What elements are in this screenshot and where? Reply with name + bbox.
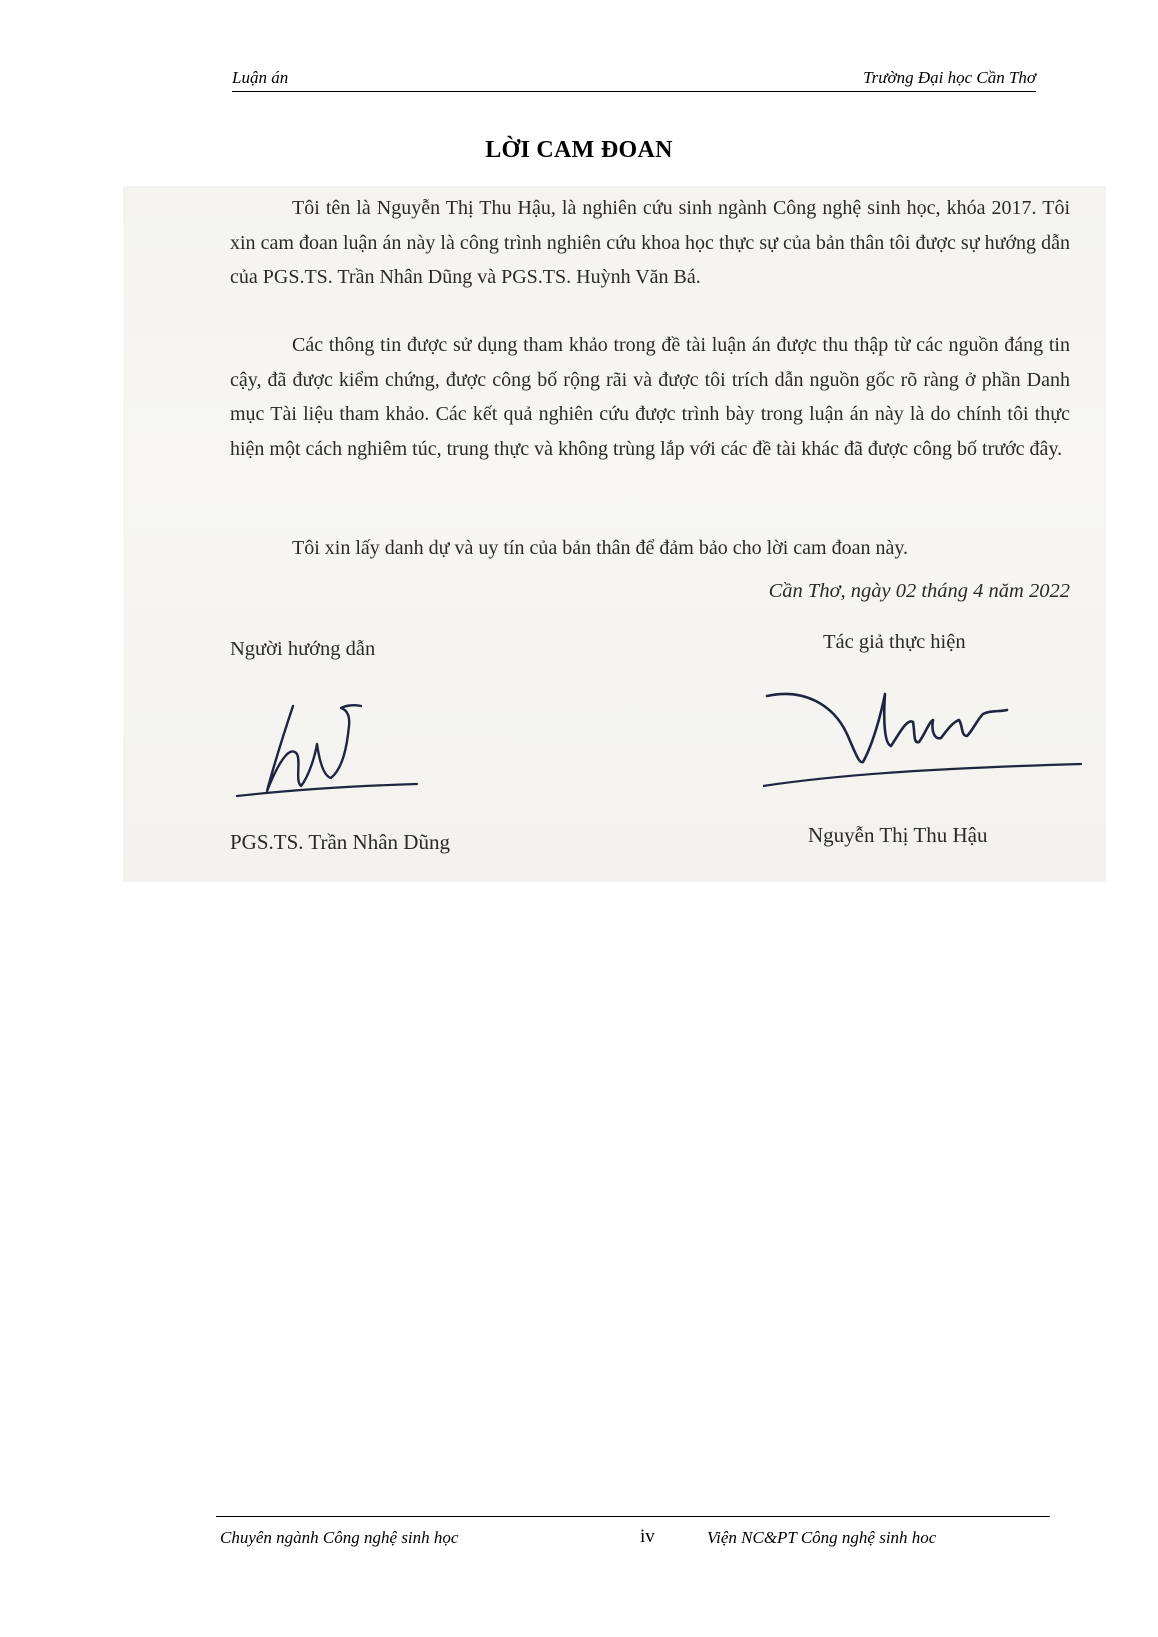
- supervisor-signature: [231, 686, 421, 826]
- header-left: Luận án: [232, 68, 289, 87]
- author-name: Nguyễn Thị Thu Hậu: [808, 823, 988, 847]
- header-right: Trường Đại học Cần Thơ: [863, 68, 1036, 87]
- place-date: Cần Thơ, ngày 02 tháng 4 năm 2022: [768, 580, 1070, 602]
- footer-rule: [216, 1516, 1050, 1517]
- supervisor-label: Người hướng dẫn: [230, 638, 376, 660]
- supervisor-name: PGS.TS. Trần Nhân Dũng: [230, 830, 450, 854]
- declaration-paragraph-1: Tôi tên là Nguyễn Thị Thu Hậu, là nghiên cứu sinh ngành Công nghệ sinh học, khóa 2017. Tôi xin cam đoan luận án này là công trình nghiên cứu khoa học thực sự của bản thân tôi được sự hướng dẫn của PGS.TS. Trần Nhân Dũng và PGS.TS. Huỳnh Văn Bá.: [230, 197, 1070, 288]
- author-label: Tác giả thực hiện: [823, 631, 966, 653]
- footer-left: Chuyên ngành Công nghệ sinh học: [220, 1528, 459, 1547]
- page-title: LỜI CAM ĐOAN: [485, 137, 673, 163]
- declaration-paragraph-3: Tôi xin lấy danh dự và uy tín của bản thân để đảm bảo cho lời cam đoan này.: [292, 537, 909, 559]
- footer-right: Viện NC&PT Công nghệ sinh hoc: [707, 1528, 937, 1547]
- header-rule: [232, 91, 1036, 92]
- author-signature: [763, 674, 1083, 824]
- scanned-declaration: [123, 186, 1106, 882]
- page-number: iv: [640, 1526, 655, 1547]
- declaration-paragraph-2: Các thông tin được sử dụng tham khảo trong đề tài luận án được thu thập từ các nguồn đáng tin cậy, đã được kiểm chứng, được công bố rộng rãi và được tôi trích dẫn nguồn gốc rõ ràng ở phần Danh mục Tài liệu tham khảo. Các kết quả nghiên cứu được trình bày trong luận án này là do chính tôi thực hiện một cách nghiêm túc, trung thực và không trùng lắp với các đề tài khác đã được công bố trước đây.: [230, 334, 1070, 460]
